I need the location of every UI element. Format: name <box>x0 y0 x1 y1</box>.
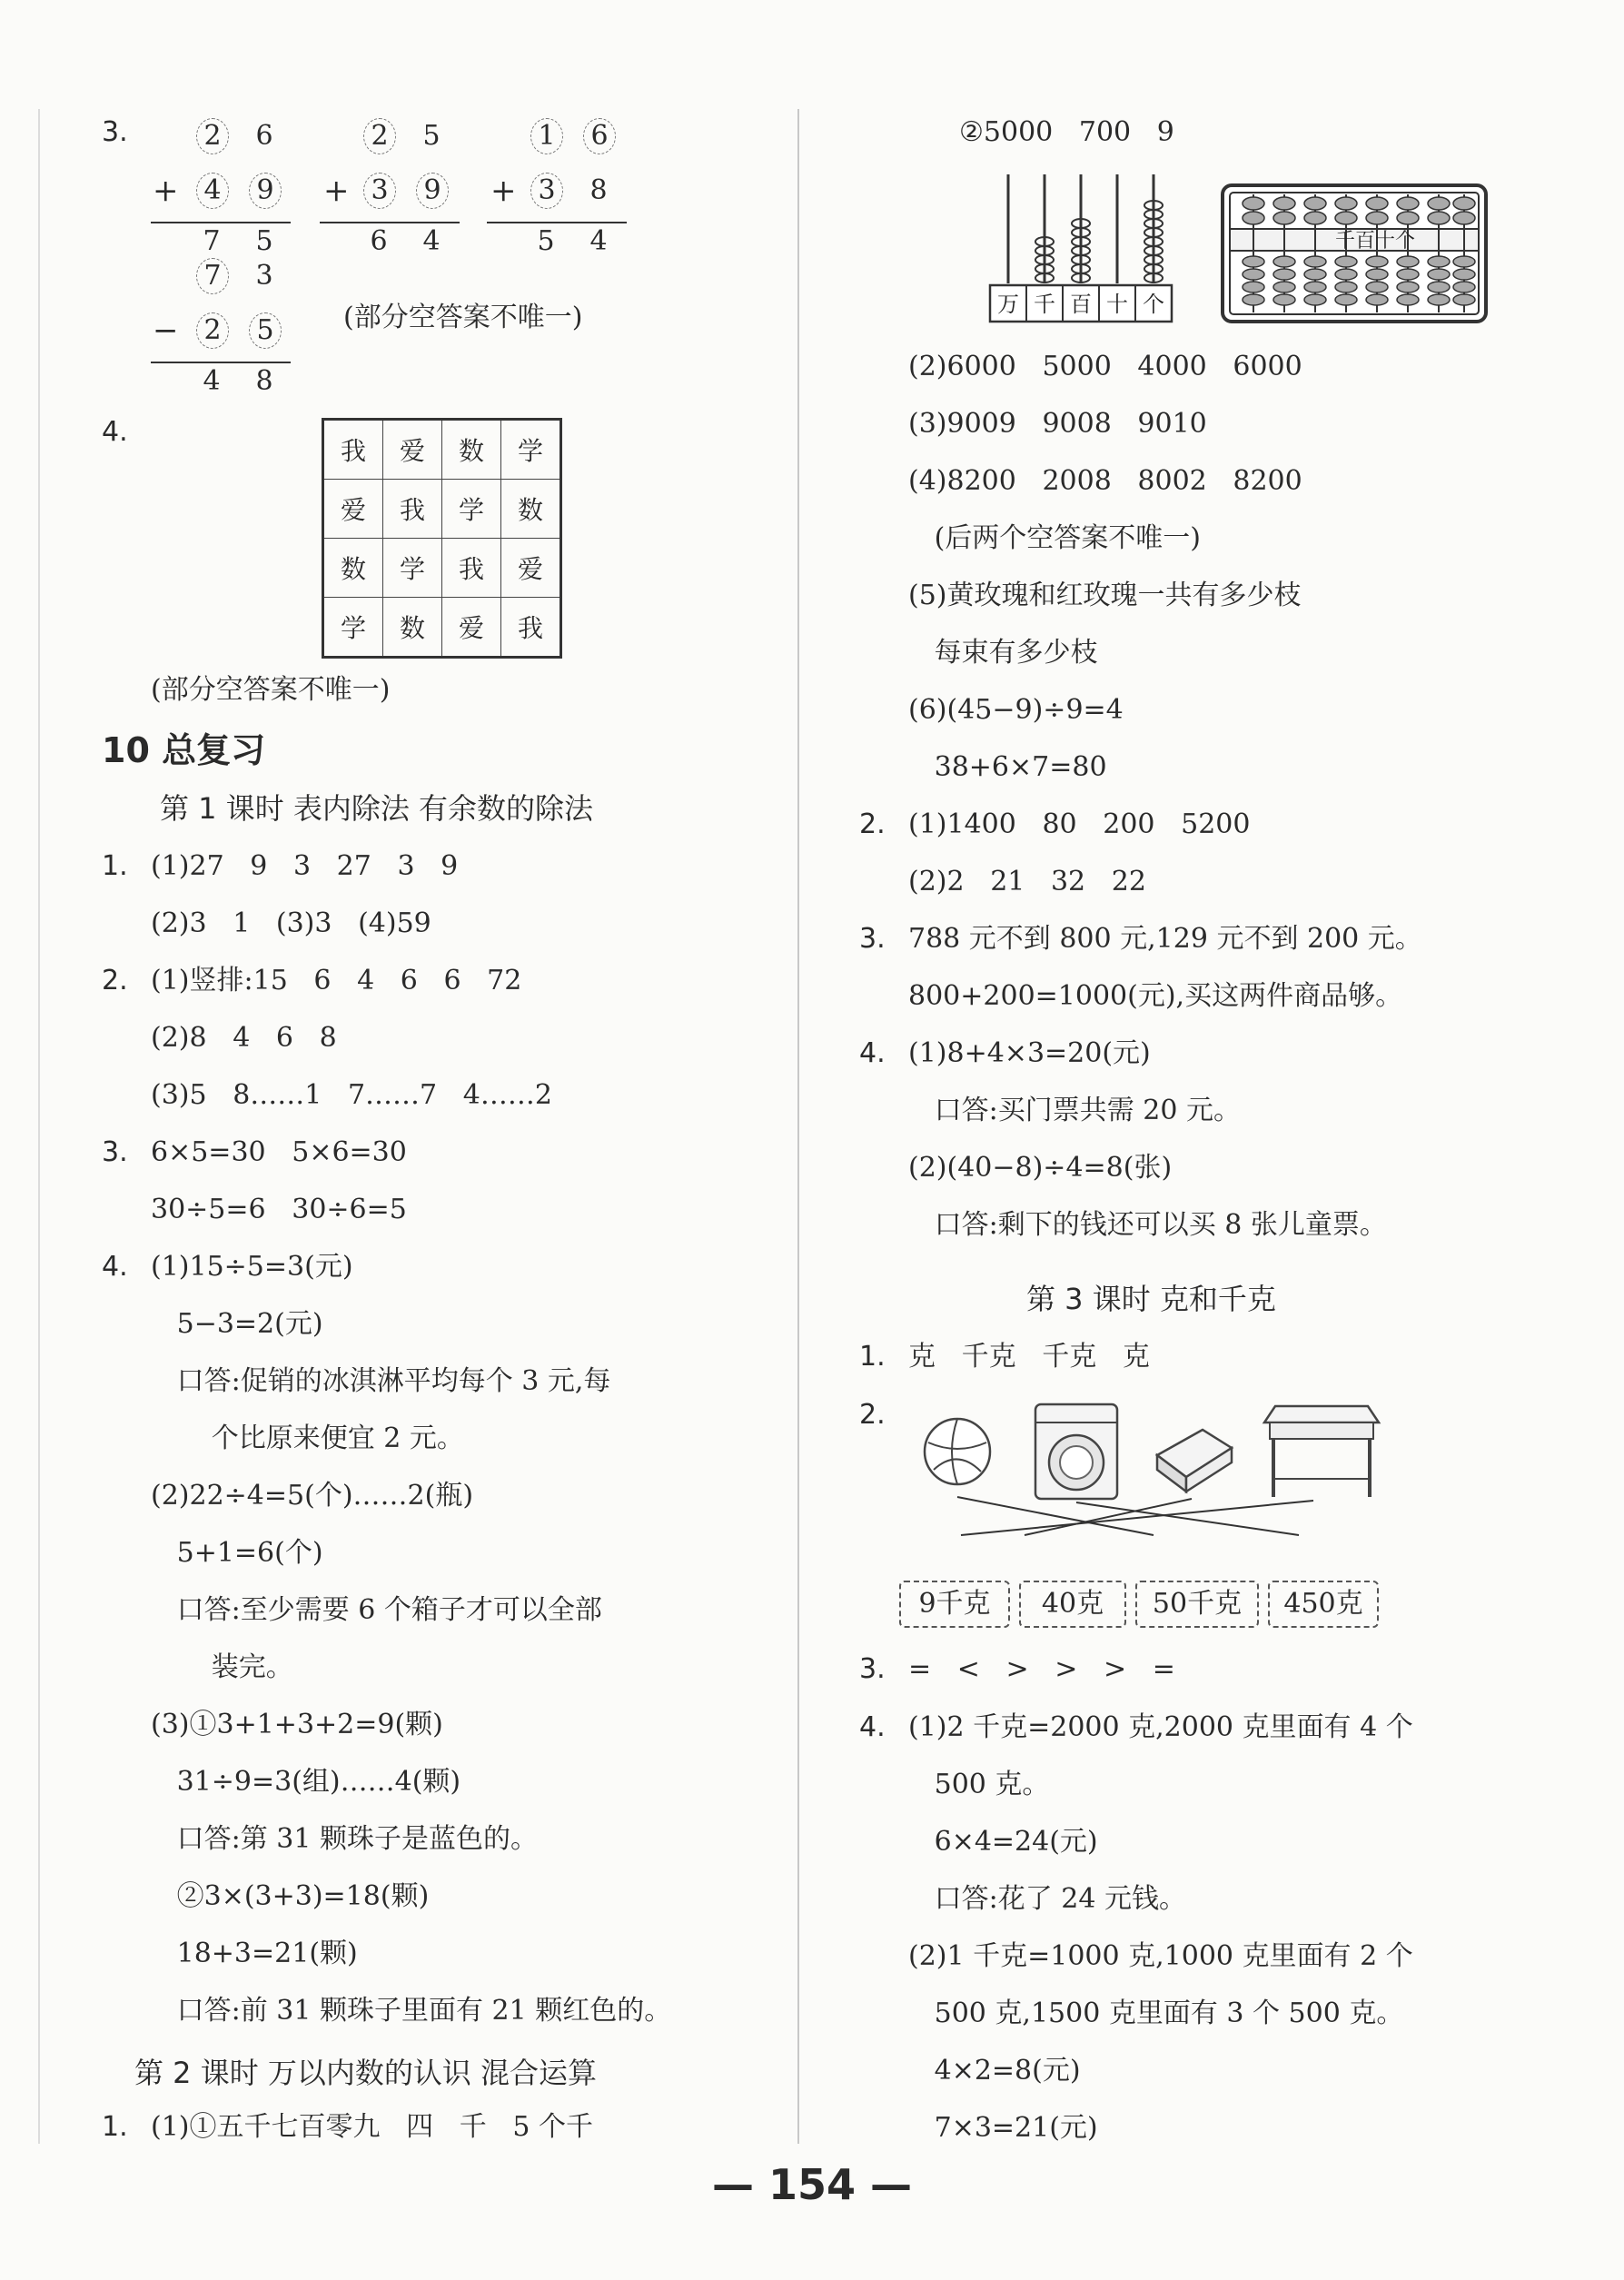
grid-cell: 数 <box>383 598 442 658</box>
abacus-label: 百 <box>1070 292 1092 317</box>
lesson-2-heading: 第 2 课时 万以内数的认识 混合运算 <box>134 2056 598 2090</box>
digit-circled: 1 <box>530 118 563 154</box>
digit-circled: 4 <box>196 173 229 209</box>
weight-option: 50千克 <box>1135 1581 1259 1628</box>
answer-line: (1)15÷5=3(元) <box>151 1251 353 1283</box>
lesson-3-heading: 第 3 课时 克和千克 <box>1026 1282 1276 1316</box>
weight-option: 40克 <box>1019 1581 1126 1628</box>
answer-line: 口答:花了 24 元钱。 <box>908 1883 1186 1915</box>
answer-line: 4×2=8(元) <box>908 2055 1081 2087</box>
digit: 5 <box>255 225 273 257</box>
answer-line: (3)5 8……1 7……7 4……2 <box>151 1079 552 1111</box>
grid-cell: 爱 <box>442 598 501 658</box>
item-number: 4. <box>102 1251 128 1283</box>
answer-line: 6×4=24(元) <box>908 1826 1098 1858</box>
answer-line: 5−3=2(元) <box>151 1308 323 1340</box>
digit-circled: 3 <box>363 173 396 209</box>
answer-line: = < > > > = <box>908 1653 1175 1685</box>
digit-circled: 2 <box>363 118 396 154</box>
answer-line: 装完。 <box>151 1651 293 1683</box>
washing-machine-icon <box>1035 1404 1117 1499</box>
abacus-label: 万 <box>997 292 1019 317</box>
answer-line: (1)1400 80 200 5200 <box>908 808 1251 840</box>
answer-line: ②5000 700 9 <box>959 116 1174 148</box>
item-number: 2. <box>102 965 128 996</box>
digit: 3 <box>255 260 273 292</box>
weight-option: 450克 <box>1268 1581 1379 1628</box>
digit-circled: 7 <box>196 258 229 294</box>
answer-line: 每束有多少枝 <box>908 637 1098 669</box>
q3-number: 3. <box>102 116 128 148</box>
abacus-label: 十 <box>1106 292 1128 317</box>
answer-line: (后两个空答案不唯一) <box>908 522 1202 554</box>
item-number: 1. <box>102 850 128 882</box>
plus-sign: + <box>323 173 350 209</box>
answer-line: 500 克。 <box>908 1769 1050 1800</box>
digit: 4 <box>203 365 221 397</box>
answer-line: (2)8 4 6 8 <box>151 1022 337 1054</box>
grid-cell: 学 <box>442 480 501 539</box>
answer-line: (2)22÷4=5(个)……2(瓶) <box>151 1480 474 1512</box>
digit-circled: 2 <box>196 118 229 154</box>
digit: 6 <box>370 225 388 257</box>
item-number: 3. <box>859 923 886 955</box>
digit: 4 <box>589 225 608 257</box>
grid-cell: 学 <box>383 539 442 598</box>
weight-option: 9千克 <box>899 1581 1010 1628</box>
plus-sign: + <box>153 173 179 209</box>
digit-circled: 2 <box>196 312 229 349</box>
minus-sign: − <box>153 312 179 349</box>
answer-line: 30÷5=6 30÷6=5 <box>151 1194 407 1225</box>
grid-cell: 数 <box>442 420 501 480</box>
answer-line: ②3×(3+3)=18(颗) <box>151 1880 430 1912</box>
answer-line: 口答:至少需要 6 个箱子才可以全部 <box>151 1594 602 1626</box>
digit: 8 <box>255 365 273 397</box>
answer-line: (1)2 千克=2000 克,2000 克里面有 4 个 <box>908 1711 1413 1743</box>
answer-line: (3)9009 9008 9010 <box>908 408 1207 440</box>
answer-line: 口答:前 31 颗珠子里面有 21 颗红色的。 <box>151 1995 672 2027</box>
item-number: 4. <box>859 1711 886 1743</box>
digit-circled: 9 <box>416 173 449 209</box>
digit: 5 <box>537 225 555 257</box>
column-divider <box>797 109 799 2144</box>
item-number: 2. <box>859 808 886 840</box>
answer-line: 克 千克 千克 克 <box>908 1341 1150 1373</box>
answer-line: (6)(45−9)÷9=4 <box>908 694 1124 726</box>
matching-illustrations <box>914 1392 1386 1537</box>
digit: 5 <box>422 120 441 152</box>
grid-cell: 爱 <box>501 539 561 598</box>
answer-line: 6×5=30 5×6=30 <box>151 1136 407 1168</box>
grid-cell: 数 <box>501 480 561 539</box>
answer-line: 5+1=6(个) <box>151 1537 323 1569</box>
answer-line: (2)3 1 (3)3 (4)59 <box>151 907 431 939</box>
grid-cell: 学 <box>323 598 383 658</box>
desk-icon <box>1264 1406 1379 1497</box>
item-number: 1. <box>102 2111 128 2143</box>
answer-line: (4)8200 2008 8002 8200 <box>908 465 1302 497</box>
answer-line: 口答:买门票共需 20 元。 <box>908 1095 1241 1126</box>
digit: 4 <box>422 225 441 257</box>
grid-cell: 我 <box>323 420 383 480</box>
answer-line: (5)黄玫瑰和红玫瑰一共有多少枝 <box>908 580 1302 611</box>
section-heading: 10 总复习 <box>102 730 266 770</box>
q4-number: 4. <box>102 416 128 448</box>
item-number: 1. <box>859 1341 886 1373</box>
digit: 8 <box>589 174 608 206</box>
item-number: 2. <box>859 1399 886 1431</box>
answer-line: (1)8+4×3=20(元) <box>908 1037 1151 1069</box>
digit-circled: 5 <box>249 312 282 349</box>
answer-line: 口答:第 31 颗珠子是蓝色的。 <box>151 1823 538 1855</box>
q3-note: (部分空答案不唯一) <box>343 302 583 333</box>
answer-line: 个比原来便宜 2 元。 <box>151 1423 464 1454</box>
grid-cell: 数 <box>323 539 383 598</box>
item-number: 3. <box>102 1136 128 1168</box>
answer-line: 31÷9=3(组)……4(颗) <box>151 1766 461 1798</box>
answer-line: 500 克,1500 克里面有 3 个 500 克。 <box>908 1997 1404 2029</box>
counting-frame-abacus <box>986 171 1186 327</box>
grid-cell: 学 <box>501 420 561 480</box>
answer-line: (1)27 9 3 27 3 9 <box>151 850 459 882</box>
eraser-icon <box>1157 1430 1232 1492</box>
answer-line: (2)(40−8)÷4=8(张) <box>908 1152 1173 1184</box>
answer-line: (3)①3+1+3+2=9(颗) <box>151 1709 443 1740</box>
answer-line: (2)2 21 32 22 <box>908 866 1146 897</box>
answer-line: 800+200=1000(元),买这两件商品够。 <box>908 980 1403 1012</box>
grid-cell: 爱 <box>323 480 383 539</box>
digit-circled: 6 <box>583 118 616 154</box>
suanpan-label: 千百十个 <box>1334 230 1416 253</box>
grid-cell: 爱 <box>383 420 442 480</box>
plus-sign: + <box>490 173 517 209</box>
suanpan-abacus <box>1219 182 1491 327</box>
digit: 7 <box>203 225 221 257</box>
answer-line: (2)6000 5000 4000 6000 <box>908 351 1302 382</box>
item-number: 3. <box>859 1653 886 1685</box>
answer-line: (1)竖排:15 6 4 6 6 72 <box>151 965 522 996</box>
digit: 6 <box>255 120 273 152</box>
digit-circled: 3 <box>530 173 563 209</box>
answer-line: 788 元不到 800 元,129 元不到 200 元。 <box>908 923 1422 955</box>
abacus-label: 千 <box>1034 292 1055 317</box>
digit-circled: 9 <box>249 173 282 209</box>
abacus-label: 个 <box>1143 292 1164 317</box>
grid-cell: 我 <box>501 598 561 658</box>
answer-line: (1)①五千七百零九 四 千 5 个千 <box>151 2111 593 2143</box>
left-margin-rule <box>38 109 40 2144</box>
grid-cell: 我 <box>383 480 442 539</box>
character-grid <box>322 418 562 659</box>
page-number: — 154 — <box>711 2160 913 2209</box>
answer-line: 18+3=21(颗) <box>151 1938 358 1969</box>
item-number: 4. <box>859 1037 886 1069</box>
q4-note: (部分空答案不唯一) <box>151 674 391 706</box>
answer-line: 口答:剩下的钱还可以买 8 张儿童票。 <box>908 1209 1387 1241</box>
lesson-1-heading: 第 1 课时 表内除法 有余数的除法 <box>160 791 594 826</box>
answer-line: 7×3=21(元) <box>908 2112 1098 2144</box>
answer-line: 38+6×7=80 <box>908 751 1107 783</box>
volleyball-icon <box>925 1419 990 1484</box>
answer-line: 口答:促销的冰淇淋平均每个 3 元,每 <box>151 1365 611 1397</box>
answer-line: (2)1 千克=1000 克,1000 克里面有 2 个 <box>908 1940 1413 1972</box>
grid-cell: 我 <box>442 539 501 598</box>
